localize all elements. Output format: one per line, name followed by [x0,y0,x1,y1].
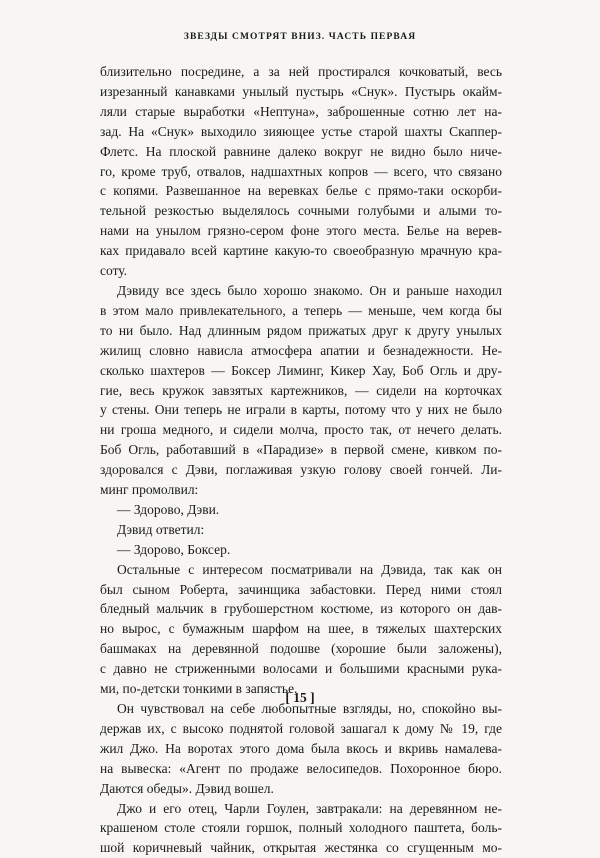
text-line: гие, весь кружок завзятых картежников, — сидели на корточках [100,382,502,398]
text-line: то ни было. Над длинным рядом прижатых друг к другу унылых [100,322,502,338]
text-line: тельной резкостью выделялось сочными голубыми и алыми то- [100,203,502,219]
text-line: зад. На «Снук» выходило зияющее устье старой шахты Скаппер- [100,123,502,139]
body-text [100,62,502,858]
text-line: но вырос, с бумажным шарфом на шее, в тяжелых шахтерских [100,621,502,637]
text-line: ни гроша медного, и сидели молча, просто так, от нечего делать. [100,422,502,438]
text-line: Даются обеды». Дэвид вошел. [100,780,274,796]
text-line: Дэвиду все здесь было хорошо знакомо. Он и раньше находил [117,282,502,298]
text-line: жил Джо. На воротах этого дома была вкось и вкривь намалева- [100,740,502,756]
text-line: у стены. Они теперь не играли в карты, потому что у них не было [100,402,502,418]
text-line: соту. [100,263,128,279]
text-line: — Здорово, Боксер. [117,541,231,557]
text-line: нами на унылом грязно-сером фоне этого места. Белье на верев- [100,223,502,239]
text-line: с давно не стриженными волосами и большими красными рука- [100,661,502,677]
text-line: держав их, с высоко поднятой головой зашагал к дому № 19, где [100,720,502,736]
text-line: Джо и его отец, Чарли Гоулен, завтракали: на деревянном не- [117,800,502,816]
page-number: [ 15 ] [285,690,315,705]
text-line: ках придавало всей картине какую-то своеобразную мрачную кра- [100,243,502,259]
text-line: с копями. Развешанное на веревках белье с прямо-таки оскорби- [100,183,502,199]
text-line: башмаках на деревянной подошве (хорошие были заложены), [100,641,502,657]
text-line: в этом мало привлекательного, а теперь — меньше, чем когда бы [100,302,502,318]
text-line: Флетс. На плоской равнине далеко вокруг не видно было ниче- [100,143,502,159]
text-line: Остальные с интересом посматривали на Дэвида, так как он [117,561,502,577]
text-line: ляли старые выработки «Нептуна», заброшенные сотню лет на- [100,103,502,119]
text-line: бледный мальчик в грубошерстном костюме, из которого он дав- [100,601,502,617]
text-line: был сыном Роберта, зачинщика забастовки. Перед ними стоял [100,581,502,597]
text-line: — Здорово, Дэви. [117,501,220,517]
text-line: Дэвид ответил: [117,521,205,537]
text-line: сколько шахтеров — Боксер Лиминг, Кикер Хау, Боб Огль и дру- [100,362,502,378]
text-line: жилищ словно нависла атмосфера апатии и безнадежности. Не- [100,342,502,358]
text-line: ми, по-детски тонкими в запястье. [100,681,298,697]
text-line: близительно посредине, а за ней простирался кочковатый, весь [100,64,502,79]
text-line: шой коричневый чайник, открытая жестянка со сгущенным мо- [100,840,502,856]
text-line: Боб Огль, работавший в «Парадизе» в первой смене, кивком по- [100,442,502,458]
text-line: го, кроме труб, отвалов, надшахтных копров — всего, что связано [100,163,502,179]
text-line: здоровался с Дэви, поглаживая узкую голову своей гончей. Ли- [100,462,502,478]
running-header: ЗВЕЗДЫ СМОТРЯТ ВНИЗ. ЧАСТЬ ПЕРВАЯ [183,32,417,42]
text-line: изрезанный канавками унылый пустырь «Снук». Пустырь окайм- [100,83,502,99]
text-line: крашеном столе стояли горшок, полный холодного паштета, боль- [100,820,502,836]
text-line: на вывеска: «Агент по продаже велосипедов. Похоронное бюро. [100,760,502,776]
text-line: Он чувствовал на себе любопытные взгляды, но, спокойно вы- [117,701,502,716]
text-line: минг промолвил: [100,482,199,498]
